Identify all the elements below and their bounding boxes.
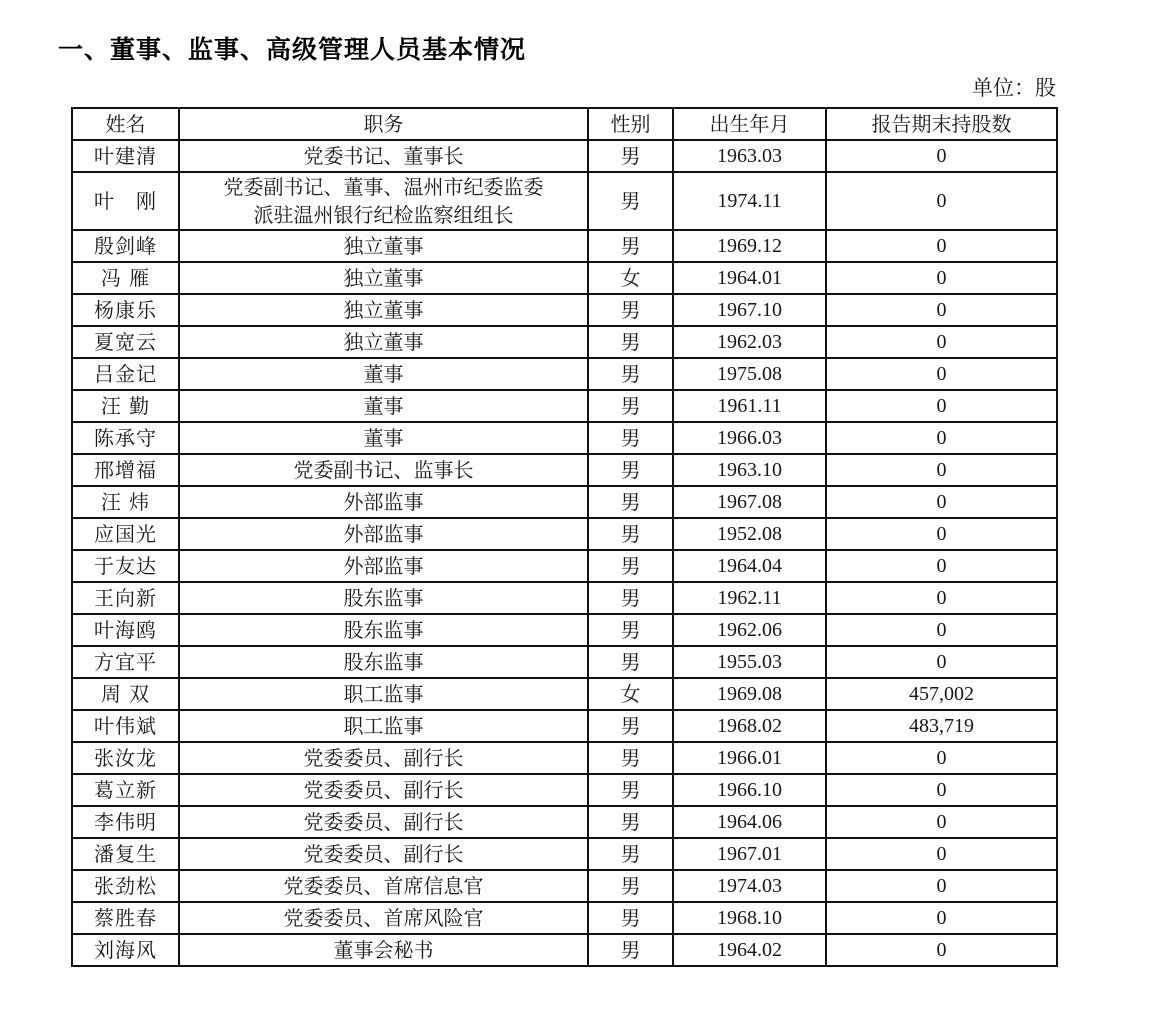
table-row — [72, 646, 1057, 678]
header-name: 姓名 — [72, 108, 179, 140]
cell-position: 股东监事 — [179, 614, 588, 646]
cell-gender: 男 — [588, 614, 673, 646]
table-row — [72, 358, 1057, 390]
cell-shares: 0 — [826, 230, 1057, 262]
cell-name: 李伟明 — [72, 806, 179, 838]
cell-shares: 0 — [826, 550, 1057, 582]
cell-shares: 0 — [826, 454, 1057, 486]
cell-position: 独立董事 — [179, 294, 588, 326]
cell-position: 党委委员、副行长 — [179, 838, 588, 870]
cell-birth: 1967.08 — [673, 486, 826, 518]
cell-birth: 1964.01 — [673, 262, 826, 294]
cell-name: 汪 勤 — [72, 390, 179, 422]
cell-name: 吕金记 — [72, 358, 179, 390]
cell-birth: 1955.03 — [673, 646, 826, 678]
cell-shares: 0 — [826, 294, 1057, 326]
cell-gender: 男 — [588, 934, 673, 966]
cell-position: 职工监事 — [179, 678, 588, 710]
cell-gender: 男 — [588, 710, 673, 742]
position-line-2: 派驻温州银行纪检监察组组长 — [253, 203, 514, 227]
table-row — [72, 390, 1057, 422]
personnel-table — [71, 107, 1058, 967]
cell-position: 独立董事 — [179, 326, 588, 358]
table-row — [72, 230, 1057, 262]
cell-name: 殷剑峰 — [72, 230, 179, 262]
cell-name: 王向新 — [72, 582, 179, 614]
cell-shares: 0 — [826, 390, 1057, 422]
cell-position: 独立董事 — [179, 262, 588, 294]
cell-birth: 1963.10 — [673, 454, 826, 486]
cell-name: 杨康乐 — [72, 294, 179, 326]
cell-shares: 0 — [826, 614, 1057, 646]
cell-shares: 457,002 — [826, 678, 1057, 710]
cell-shares: 0 — [826, 582, 1057, 614]
cell-shares: 0 — [826, 422, 1057, 454]
table-header-row — [72, 108, 1057, 140]
header-shares: 报告期末持股数 — [826, 108, 1057, 140]
table-row — [72, 550, 1057, 582]
cell-name: 蔡胜春 — [72, 902, 179, 934]
cell-position: 党委委员、副行长 — [179, 774, 588, 806]
cell-birth: 1962.06 — [673, 614, 826, 646]
table-row — [72, 838, 1057, 870]
table-row — [72, 742, 1057, 774]
table-row — [72, 172, 1057, 230]
cell-name: 刘海风 — [72, 934, 179, 966]
cell-position: 党委书记、董事长 — [179, 140, 588, 172]
cell-position: 外部监事 — [179, 550, 588, 582]
table-row — [72, 870, 1057, 902]
cell-gender: 男 — [588, 646, 673, 678]
table-row — [72, 678, 1057, 710]
cell-position: 董事会秘书 — [179, 934, 588, 966]
cell-birth: 1968.02 — [673, 710, 826, 742]
cell-name: 叶建清 — [72, 140, 179, 172]
cell-birth: 1952.08 — [673, 518, 826, 550]
cell-shares: 0 — [826, 486, 1057, 518]
cell-position: 党委委员、首席风险官 — [179, 902, 588, 934]
unit-label: 单位：股 — [972, 76, 1056, 100]
cell-shares: 0 — [826, 774, 1057, 806]
cell-name: 夏宽云 — [72, 326, 179, 358]
cell-gender: 男 — [588, 140, 673, 172]
cell-gender: 男 — [588, 358, 673, 390]
cell-gender: 男 — [588, 422, 673, 454]
cell-name: 葛立新 — [72, 774, 179, 806]
cell-shares: 0 — [826, 326, 1057, 358]
table-row — [72, 806, 1057, 838]
cell-birth: 1966.01 — [673, 742, 826, 774]
cell-shares: 0 — [826, 646, 1057, 678]
cell-gender: 女 — [588, 678, 673, 710]
section-title: 一、董事、监事、高级管理人员基本情况 — [58, 35, 527, 64]
cell-name: 于友达 — [72, 550, 179, 582]
cell-birth: 1963.03 — [673, 140, 826, 172]
cell-shares: 0 — [826, 140, 1057, 172]
table-row — [72, 294, 1057, 326]
table-row — [72, 710, 1057, 742]
cell-name: 潘复生 — [72, 838, 179, 870]
cell-birth: 1968.10 — [673, 902, 826, 934]
table-row — [72, 486, 1057, 518]
cell-gender: 男 — [588, 486, 673, 518]
cell-shares: 0 — [826, 742, 1057, 774]
cell-shares: 0 — [826, 838, 1057, 870]
cell-position: 职工监事 — [179, 710, 588, 742]
cell-name: 张劲松 — [72, 870, 179, 902]
cell-name: 邢增福 — [72, 454, 179, 486]
cell-name: 叶 刚 — [72, 172, 179, 230]
cell-gender: 男 — [588, 390, 673, 422]
cell-position: 独立董事 — [179, 230, 588, 262]
cell-position: 党委委员、首席信息官 — [179, 870, 588, 902]
table-row — [72, 326, 1057, 358]
cell-position: 外部监事 — [179, 518, 588, 550]
cell-shares: 0 — [826, 172, 1057, 230]
cell-name: 周 双 — [72, 678, 179, 710]
cell-position: 党委委员、副行长 — [179, 806, 588, 838]
table-row — [72, 422, 1057, 454]
cell-shares: 0 — [826, 934, 1057, 966]
cell-gender: 男 — [588, 838, 673, 870]
header-position: 职务 — [179, 108, 588, 140]
cell-position: 股东监事 — [179, 582, 588, 614]
table-row — [72, 454, 1057, 486]
cell-name: 陈承守 — [72, 422, 179, 454]
table-row — [72, 518, 1057, 550]
cell-shares: 483,719 — [826, 710, 1057, 742]
cell-birth: 1966.03 — [673, 422, 826, 454]
cell-name: 张汝龙 — [72, 742, 179, 774]
cell-gender: 男 — [588, 172, 673, 230]
cell-shares: 0 — [826, 806, 1057, 838]
cell-name: 叶伟斌 — [72, 710, 179, 742]
cell-shares: 0 — [826, 902, 1057, 934]
cell-shares: 0 — [826, 262, 1057, 294]
cell-birth: 1967.10 — [673, 294, 826, 326]
cell-birth: 1974.11 — [673, 172, 826, 230]
header-gender: 性别 — [588, 108, 673, 140]
cell-name: 方宜平 — [72, 646, 179, 678]
table-row — [72, 902, 1057, 934]
cell-position: 党委委员、副行长 — [179, 742, 588, 774]
cell-name: 叶海鸥 — [72, 614, 179, 646]
cell-shares: 0 — [826, 870, 1057, 902]
cell-gender: 男 — [588, 294, 673, 326]
cell-birth: 1964.02 — [673, 934, 826, 966]
cell-gender: 女 — [588, 262, 673, 294]
table-row — [72, 934, 1057, 966]
cell-shares: 0 — [826, 358, 1057, 390]
cell-position — [179, 172, 588, 230]
cell-gender: 男 — [588, 326, 673, 358]
table-row — [72, 774, 1057, 806]
table-row — [72, 262, 1057, 294]
cell-name: 应国光 — [72, 518, 179, 550]
cell-gender: 男 — [588, 454, 673, 486]
cell-birth: 1969.12 — [673, 230, 826, 262]
cell-birth: 1964.06 — [673, 806, 826, 838]
cell-name: 汪 炜 — [72, 486, 179, 518]
cell-position: 董事 — [179, 422, 588, 454]
cell-position: 董事 — [179, 390, 588, 422]
cell-gender: 男 — [588, 582, 673, 614]
cell-gender: 男 — [588, 806, 673, 838]
cell-position: 股东监事 — [179, 646, 588, 678]
cell-birth: 1967.01 — [673, 838, 826, 870]
cell-gender: 男 — [588, 742, 673, 774]
cell-position: 外部监事 — [179, 486, 588, 518]
cell-gender: 男 — [588, 518, 673, 550]
cell-birth: 1964.04 — [673, 550, 826, 582]
cell-birth: 1969.08 — [673, 678, 826, 710]
cell-shares: 0 — [826, 518, 1057, 550]
cell-gender: 男 — [588, 230, 673, 262]
cell-gender: 男 — [588, 870, 673, 902]
cell-gender: 男 — [588, 774, 673, 806]
table-row — [72, 582, 1057, 614]
cell-birth: 1966.10 — [673, 774, 826, 806]
cell-name: 冯 雁 — [72, 262, 179, 294]
cell-gender: 男 — [588, 902, 673, 934]
cell-position: 董事 — [179, 358, 588, 390]
cell-birth: 1975.08 — [673, 358, 826, 390]
cell-birth: 1974.03 — [673, 870, 826, 902]
table-row — [72, 614, 1057, 646]
header-birth: 出生年月 — [673, 108, 826, 140]
position-line-1: 党委副书记、董事、温州市纪委监委 — [223, 175, 544, 199]
cell-birth: 1962.03 — [673, 326, 826, 358]
cell-birth: 1962.11 — [673, 582, 826, 614]
cell-position: 党委副书记、监事长 — [179, 454, 588, 486]
cell-birth: 1961.11 — [673, 390, 826, 422]
table-row — [72, 140, 1057, 172]
cell-gender: 男 — [588, 550, 673, 582]
